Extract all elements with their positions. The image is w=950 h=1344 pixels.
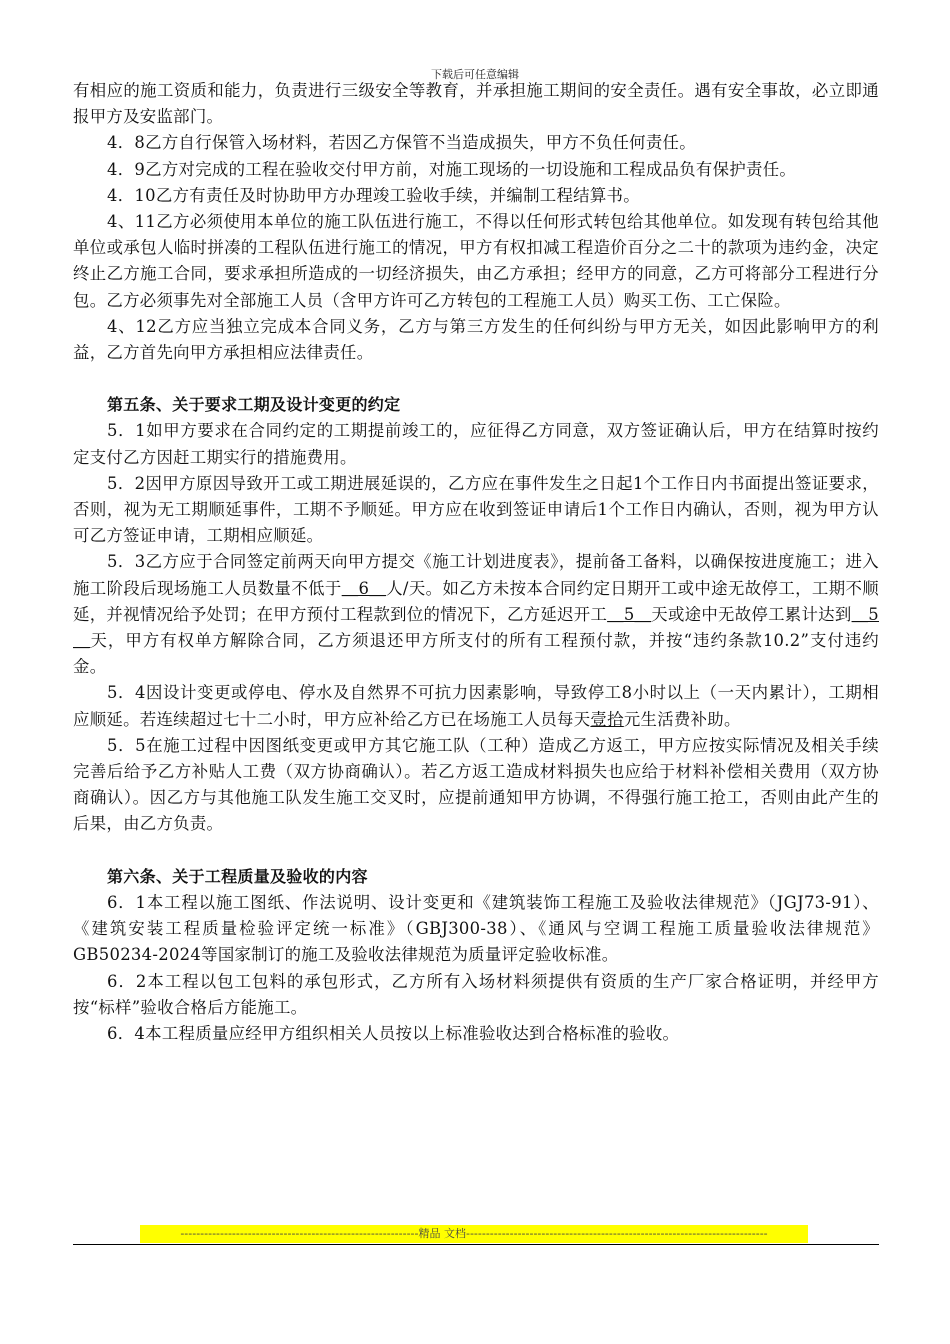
footer-dashes-left: ------------------------------------------------------------ <box>180 1227 419 1240</box>
paragraph-5-1: 5．1如甲方要求在合同约定的工期提前竣工的，应征得乙方同意，双方签证确认后，甲方在结算时按约定支付乙方因赶工期实行的措施费用。 <box>73 421 879 467</box>
text-run: 5．4因设计变更或停电、停水及自然界不可抗力因素影响，导致停工8小时以上（一天内累计），工期相应顺延。若连续超过七十二小时，甲方应补给乙方已在场施工人员每天 <box>73 683 879 729</box>
text-run: 天或途中无故停工累计达到 <box>651 604 852 624</box>
paragraph-4-9: 4．9乙方对完成的工程在验收交付甲方前，对施工现场的一切设施和工程成品负有保护责任。 <box>107 159 797 179</box>
filled-blank-delay-days: ＿5＿ <box>607 604 652 624</box>
text-run: 天，甲方有权单方解除合同，乙方须退还甲方所支付的所有工程预付款，并按“违约条款10.2”支付违约金。 <box>73 631 879 677</box>
text-run: 元生活费补助。 <box>623 709 741 729</box>
paragraph-6-2: 6．2本工程以包工包料的承包形式，乙方所有入场材料须提供有资质的生产厂家合格证明，并经甲方按“标样”验收合格后方能施工。 <box>73 971 879 1017</box>
paragraph-continued: 有相应的施工资质和能力，负责进行三级安全等教育，并承担施工期间的安全责任。遇有安全事故，必立即通报甲方及安监部门。 <box>73 81 879 127</box>
text-run: 5．3乙方应于合同签定前两天向甲方提交《施工计划进度表》，提前备工备料，以确保按进度施工；进入施工阶段后现场施工人员数量不低于 <box>73 552 879 598</box>
paragraph-5-4 <box>73 680 879 732</box>
document-body <box>73 78 879 1047</box>
paragraph-5-2: 5．2因甲方原因导致开工或工期进展延误的，乙方应在事件发生之日起1个工作日内书面提出签证要求，否则，视为无工期顺延事件，工期不予顺延。甲方应在收到签证申请后1个工作日内确认，否则，视为甲方认可乙方签证申请，工期相应顺延。 <box>73 473 879 546</box>
footer-dashes-right: ---------------------------------------------------------------------------- <box>465 1227 768 1240</box>
header-note: 下载后可任意编辑 <box>431 68 519 81</box>
footer-label: 精品 文档 <box>418 1227 466 1240</box>
paragraph-6-1: 6．1本工程以施工图纸、作法说明、设计变更和《建筑装饰工程施工及验收法律规范》（JGJ73-91）、《建筑安装工程质量检验评定统一标准》（GBJ300-38）、《通风与空调工程施工质量验收法律规范》GB50234-2024等国家制订的施工及验收法律规范为质量评定验收标准。 <box>73 892 879 965</box>
footer-rule <box>73 1244 879 1245</box>
paragraph-5-5: 5．5在施工过程中因图纸变更或甲方其它施工队（工种）造成乙方返工，甲方应按实际情况及相关手续完善后给予乙方补贴人工费（双方协商确认）。若乙方返工造成材料损失也应给于材料补偿相关费用（双方协商确认）。因乙方与其他施工队发生施工交叉时，应提前通知甲方协调，不得强行施工抢工，否则由此产生的后果，由乙方负责。 <box>73 735 879 834</box>
filled-blank-stop-days: ＿5＿ <box>73 604 879 651</box>
paragraph-4-12: 4、12乙方应当独立完成本合同义务，乙方与第三方发生的任何纠纷与甲方无关，如因此影响甲方的利益，乙方首先向甲方承担相应法律责任。 <box>73 316 879 363</box>
text-run: 人/天。如乙方未按本合同约定日期开工或中途无故停工，工期不顺延，并视情况给予处罚；在甲方预付工程款到位的情况下，乙方延迟开工 <box>73 578 879 624</box>
section-heading-5: 第五条、关于要求工期及设计变更的约定 <box>107 395 401 415</box>
paragraph-4-10: 4．10乙方有责任及时协助甲方办理竣工验收手续，并编制工程结算书。 <box>107 185 640 205</box>
paragraph-4-11: 4、11乙方必须使用本单位的施工队伍进行施工，不得以任何形式转包给其他单位。如发现有转包给其他单位或承包人临时拼凑的工程队伍进行施工的情况，甲方有权扣减工程造价百分之二十的款项为违约金，决定终止乙方施工合同，要求承担所造成的一切经济损失，由乙方承担；经甲方的同意，乙方可将部分工程进行分包。乙方必须事先对全部施工人员（含甲方许可乙方转包的工程施工人员）购买工伤、工亡保险。 <box>73 212 879 310</box>
section-heading-6: 第六条、关于工程质量及验收的内容 <box>107 866 368 886</box>
filled-blank-workers: ＿6＿ <box>341 578 387 598</box>
paragraph-4-8: 4．8乙方自行保管入场材料，若因乙方保管不当造成损失，甲方不负任何责任。 <box>107 133 696 153</box>
paragraph-5-3 <box>73 549 879 680</box>
footer-banner <box>140 1225 808 1243</box>
paragraph-6-4: 6．4本工程质量应经甲方组织相关人员按以上标准验收达到合格标准的验收。 <box>107 1023 680 1043</box>
filled-blank-allowance: 壹拾 <box>590 709 624 729</box>
